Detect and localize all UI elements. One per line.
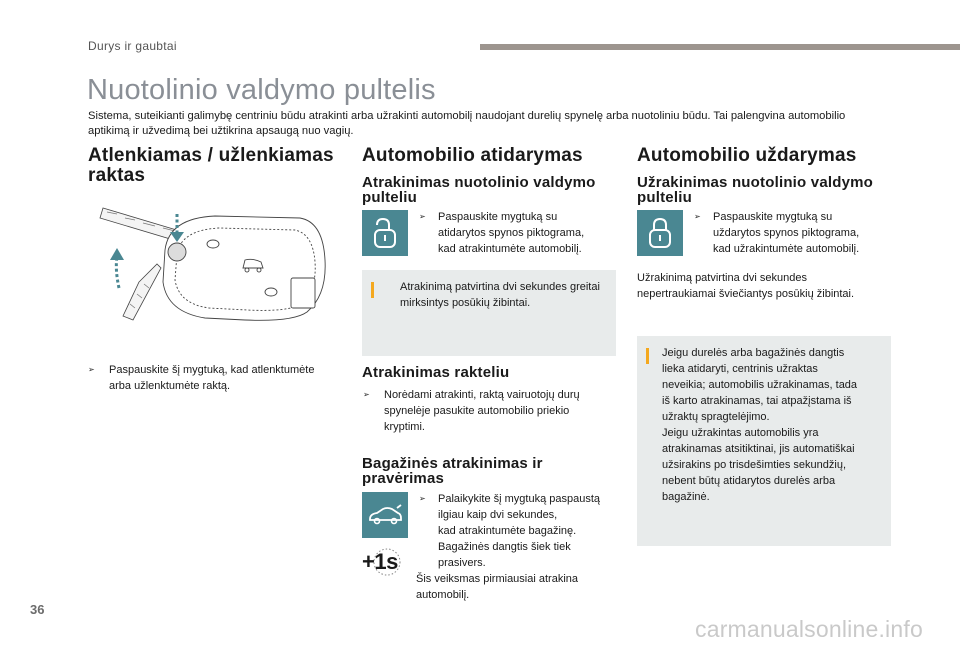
col3-confirm-l2: nepertraukiamai šviečiantys posūkių žibintai. (637, 288, 855, 300)
col3-note-l3: neveikia; automobilis užrakinamas, tada (662, 379, 858, 391)
col3-note-l10: bagažinė. (662, 491, 710, 503)
col2-note-box (362, 270, 616, 356)
col1-heading-l2: raktas (88, 165, 146, 186)
col3-remote-text (713, 209, 893, 257)
watermark[interactable]: carmanualsonline.info (695, 616, 923, 642)
col2-key-bullet: ➢ (363, 390, 370, 399)
col2-heading-text: Automobilio atidarymas (362, 145, 583, 166)
col1-heading (88, 146, 334, 186)
col3-note-l9: nebent būtų atidarytos durelės arba (662, 475, 836, 487)
col2-trunk-heading-l2: pravėrimas (362, 470, 445, 487)
col2-key-l1: Norėdami atrakinti, raktą vairuotojų durų (384, 389, 580, 401)
col3-confirm-text (637, 270, 897, 302)
col3-confirm-l1: Užrakinimą patvirtina dvi sekundes (637, 272, 807, 284)
col2-remote-text-l2: atidarytos spynos piktograma, (438, 227, 585, 239)
unlock-icon (362, 210, 408, 256)
col3-note-box (637, 336, 891, 546)
timer-icon (360, 545, 406, 579)
col2-note-l2: mirksintys posūkių žibintai. (400, 297, 531, 309)
col2-trunk-l7: automobilį. (416, 589, 470, 601)
col3-remote-bullet: ➢ (694, 212, 701, 221)
col2-key-text (384, 387, 624, 435)
fob-body (163, 216, 325, 320)
col2-trunk-l1: Palaikykite šį mygtuką paspaustą (438, 493, 601, 505)
col2-remote-text (438, 209, 618, 257)
col3-remote-text-l3: kad užrakintumėte automobilį. (713, 243, 860, 255)
col1-bullet: ➢ (88, 365, 95, 374)
lock-icon (637, 210, 683, 256)
col3-note-l4: iš karto atrakinamas, tai atpažįstama iš (662, 395, 852, 407)
col2-trunk-text2 (416, 571, 626, 603)
fold-button (168, 243, 186, 261)
col3-note-l2: lieka atidaryti, centrinis užraktas (662, 363, 818, 375)
col3-remote-text-l2: uždarytos spynos piktograma, (713, 227, 860, 239)
col2-trunk-heading-l1: Bagažinės atrakinimas ir (362, 455, 543, 472)
header-section-title: Durys ir gaubtai (88, 39, 177, 53)
header-bar (480, 44, 960, 50)
col2-heading (362, 146, 583, 166)
col3-remote-heading-l2: pulteliu (637, 189, 692, 206)
timer-label: +1s (362, 549, 398, 574)
car-trunk-icon (362, 492, 408, 538)
col2-note-l1: Atrakinimą patvirtina dvi sekundes greitai (400, 281, 600, 293)
col2-key-l2: spynelėje pasukite automobilio priekio (384, 405, 570, 417)
col3-note-l1: Jeigu durelės arba bagažinės dangtis (662, 347, 845, 359)
col2-trunk-bullet: ➢ (419, 494, 426, 503)
col1-text-l2: arba užlenktumėte raktą. (109, 380, 231, 392)
col2-trunk-l6: Šis veiksmas pirmiausiai atrakina (416, 573, 578, 585)
col2-remote-heading (362, 175, 596, 205)
col3-heading (637, 146, 857, 166)
info-mark-icon (646, 348, 649, 364)
col3-note-l7: atrakinamas atsitiktinai, jis automatiškai (662, 443, 855, 455)
col3-heading-text: Automobilio uždarymas (637, 145, 857, 166)
unfold-arrow-icon (116, 256, 119, 288)
col2-remote-heading-l1: Atrakinimas nuotolinio valdymo (362, 174, 596, 191)
page-number: 36 (30, 602, 45, 617)
col2-key-heading-text: Atrakinimas rakteliu (362, 364, 510, 381)
unfold-arrow-head (110, 248, 124, 260)
col2-trunk-heading (362, 456, 543, 486)
intro-text: Sistema, suteikianti galimybę centriniu būdu atrakinti arba užrakinti automobilį naudojant durelių spynelę arba nuotoliniu būdu. Tai palengvina automobilio aptikimą ir užvedimą bei užtikrina apsaugą nuo vagių. (88, 110, 846, 137)
col2-trunk-l3: kad atrakintumėte bagažinę. (438, 525, 577, 537)
col3-note-text (662, 345, 887, 505)
col1-text (109, 362, 349, 394)
key-fob-illustration (95, 200, 335, 335)
info-mark-icon (371, 282, 374, 298)
col2-remote-bullet: ➢ (419, 212, 426, 221)
col2-remote-heading-l2: pulteliu (362, 189, 417, 206)
col2-remote-text-l3: kad atrakintumėte automobilį. (438, 243, 582, 255)
col3-remote-heading-l1: Užrakinimas nuotolinio valdymo (637, 174, 874, 191)
col3-remote-text-l1: Paspauskite mygtuką su (713, 211, 833, 223)
col1-text-l1: Paspauskite šį mygtuką, kad atlenktumėte (109, 364, 315, 376)
col2-trunk-text (438, 491, 628, 571)
col3-remote-heading (637, 175, 873, 205)
col1-heading-l1: Atlenkiamas / užlenkiamas (88, 145, 334, 166)
page-title: Nuotolinio valdymo pultelis (87, 74, 436, 106)
col2-key-l3: kryptimi. (384, 421, 425, 433)
col3-note-l5: užraktų spragtelėjimo. (662, 411, 770, 423)
col3-note-l6: Jeigu užrakintas automobilis yra (662, 427, 819, 439)
col2-key-heading (362, 365, 509, 380)
col2-remote-text-l1: Paspauskite mygtuką su (438, 211, 558, 223)
col3-note-l8: užsirakins po trisdešimties sekundžių, (662, 459, 847, 471)
col2-trunk-l2: ilgiau kaip dvi sekundes, (438, 509, 558, 521)
col2-note-text (400, 279, 610, 311)
col2-trunk-l4: Bagažinės dangtis šiek tiek (438, 541, 571, 553)
col2-trunk-l5: prasivers. (438, 557, 486, 569)
